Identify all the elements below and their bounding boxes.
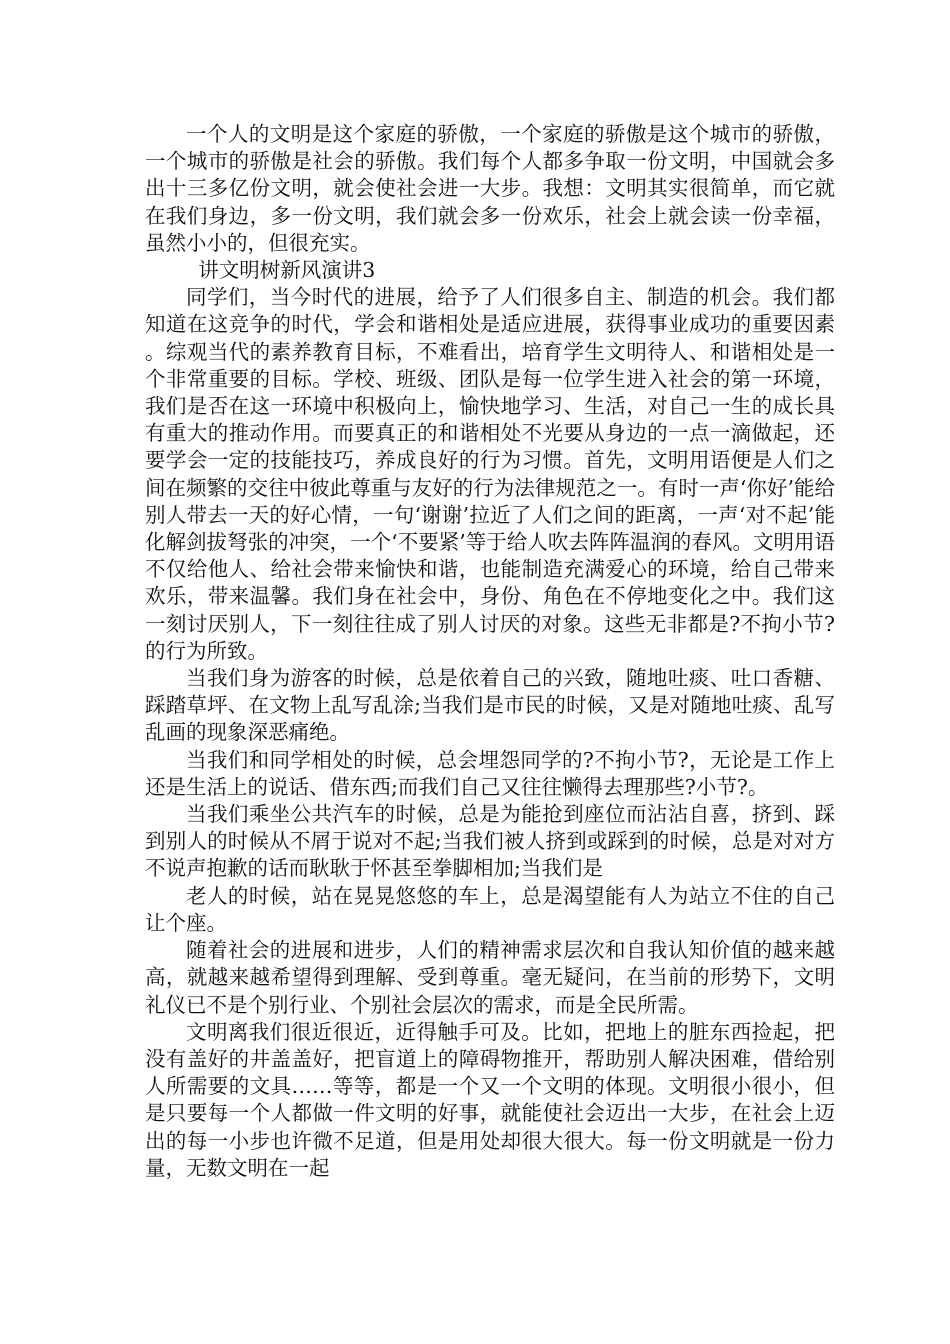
paragraph: 随着社会的进展和进步，人们的精神需求层次和自我认知价值的越来越高，就越来越希望得到理解、受到尊重。毫无疑问，在当前的形势下，文明礼仪已不是个别行业、个别社会层次的需求，而是全民所需。 [145,938,835,1017]
section-heading: 讲文明树新风演讲3 [198,258,376,283]
paragraph: 文明离我们很近很近，近得触手可及。比如，把地上的脏东西捡起，把没有盖好的井盖盖好，把盲道上的障碍物推开，帮助别人解决困难，借给别人所需要的文具……等等，都是一个又一个文明的体现。文明很小很小，但是只要每一个人都做一件文明的好事，就能使社会迈出一大步，在社会上迈出的每一小步也许微不足道，但是用处却很大很大。每一份文明就是一份力量，无数文明在一起 [145,1019,835,1180]
paragraph: 一个人的文明是这个家庭的骄傲，一个家庭的骄傲是这个城市的骄傲，一个城市的骄傲是社会的骄傲。我们每个人都多争取一份文明，中国就会多出十三多亿份文明，就会使社会进一大步。我想：文明其实很简单，而它就在我们身边，多一份文明，我们就会多一份欢乐，社会上就会读一份幸福，虽然小小的，但很充实。 [145,122,835,255]
document-body [145,121,835,1182]
paragraph: 当我们身为游客的时候，总是依着自己的兴致，随地吐痰、吐口香糖、踩踏草坪、在文物上乱写乱涂;当我们是市民的时候，又是对随地吐痰、乱写乱画的现象深恶痛绝。 [145,666,835,745]
paragraph: 当我们乘坐公共汽车的时候，总是为能抢到座位而沾沾自喜，挤到、踩到别人的时候从不屑于说对不起;当我们被人挤到或踩到的时候，总是对对方不说声抱歉的话而耿耿于怀甚至拳脚相加;当我们是 [145,802,835,881]
paragraph: 同学们，当今时代的进展，给予了人们很多自主、制造的机会。我们都知道在这竞争的时代，学会和谐相处是适应进展，获得事业成功的重要因素。综观当代的素养教育目标，不难看出，培育学生文明待人、和谐相处是一个非常重要的目标。学校、班级、团队是每一位学生进入社会的第一环境，我们是否在这一环境中积极向上，愉快地学习、生活，对自己一生的成长具有重大的推动作用。而要真正的和谐相处不光要从身边的一点一滴做起，还要学会一定的技能技巧，养成良好的行为习惯。首先，文明用语便是人们之间在频繁的交往中彼此尊重与友好的行为法律规范之一。有时一声‘你好’能给别人带去一天的好心情，一句‘谢谢’拉近了人们之间的距离，一声‘对不起’能化解剑拔弩张的冲突，一个‘不要紧’等于给人吹去阵阵温润的春风。文明用语不仅给他人、给社会带来愉快和谐，也能制造充满爱心的环境，给自己带来欢乐，带来温馨。我们身在社会中，身份、角色在不停地变化之中。我们这一刻讨厌别人，下一刻往往成了别人讨厌的对象。这些无非都是?不拘小节?的行为所致。 [145,285,835,663]
paragraph: 当我们和同学相处的时候，总会埋怨同学的?不拘小节?，无论是工作上还是生活上的说话、借东西;而我们自己又往往懒得去理那些?小节?。 [145,747,835,799]
paragraph: 老人的时候，站在晃晃悠悠的车上，总是渴望能有人为站立不住的自己让个座。 [145,883,835,935]
